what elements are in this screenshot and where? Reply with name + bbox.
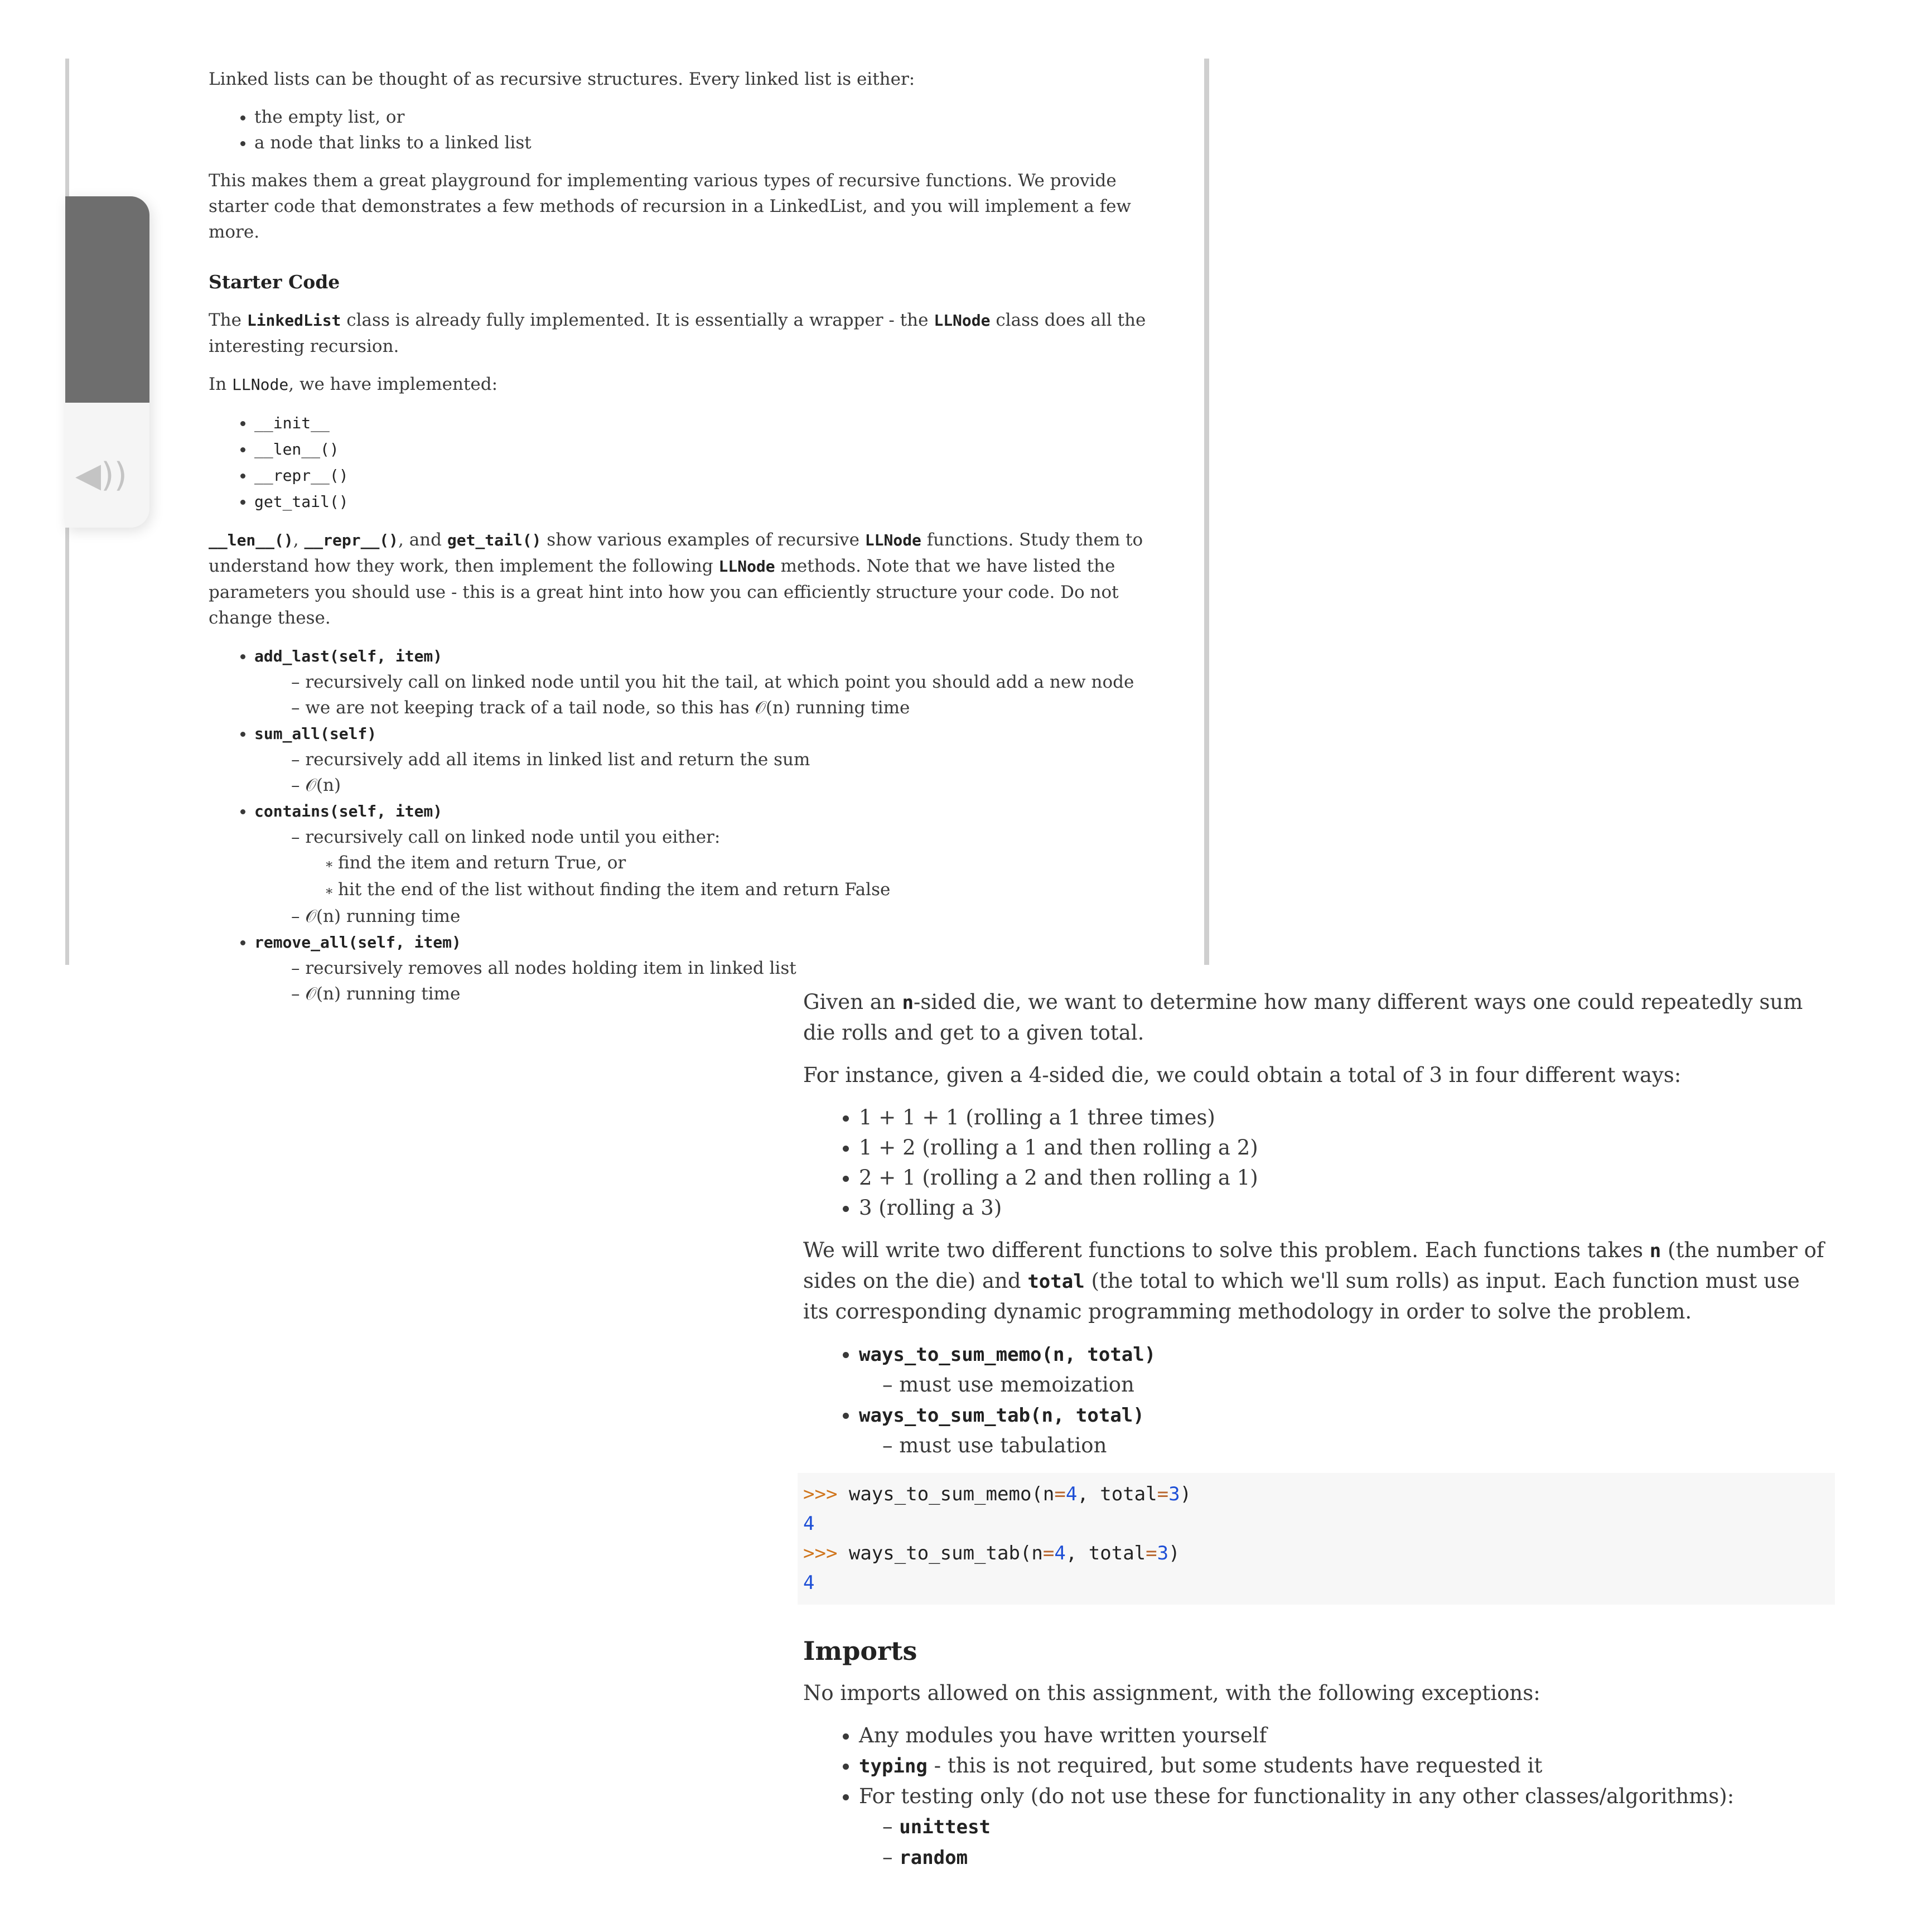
list-item: • __len__() <box>254 436 1151 462</box>
list-item: • 2 + 1 (rolling a 2 and then rolling a 1) <box>859 1163 1829 1193</box>
list-item: • 1 + 1 + 1 (rolling a 1 three times) <box>859 1103 1829 1133</box>
ways-list <box>803 1103 1829 1223</box>
example-paragraph: For instance, given a 4-sided die, we could obtain a total of 3 in four different ways: <box>803 1063 1682 1087</box>
functions-list <box>803 1339 1829 1461</box>
audio-side-widget[interactable] <box>65 196 149 528</box>
list-item: • For testing only (do not use these for functionality in any other classes/algorithms): – unittest – random <box>859 1781 1829 1873</box>
list-item: • sum_all(self) – recursively add all items in linked list and return the sum – 𝒪(n) <box>254 721 1151 798</box>
code-output: 4 <box>803 1572 815 1594</box>
list-item: • 3 (rolling a 3) <box>859 1193 1829 1223</box>
list-item: – we are not keeping track of a tail node, so this has 𝒪(n) running time <box>291 695 1151 721</box>
list-item: • typing - this is not required, but some students have requested it <box>859 1751 1829 1781</box>
intro-list <box>209 104 1151 156</box>
implemented-methods-list <box>209 410 1151 515</box>
playground-paragraph: This makes them a great playground for implementing various types of recursive functions. We provide starter code that demonstrates a few methods of recursion in a LinkedList, and you will implement a few more. <box>209 171 1131 242</box>
functions-paragraph: We will write two different functions to solve this problem. Each functions takes n (the number of sides on the die) and total (the total to which we'll sum rolls) as input. Each function must use its corresponding dynamic programming methodology in order to solve the problem. <box>803 1238 1824 1324</box>
die-intro-paragraph: Given an n-sided die, we want to determine how many different ways one could repeatedly sum die rolls and get to a given total. <box>803 990 1803 1045</box>
speaker-icon[interactable]: ◀)) <box>75 456 127 495</box>
list-item: – must use memoization <box>882 1370 1829 1400</box>
list-item: • ways_to_sum_tab(n, total) – must use tabulation <box>859 1400 1829 1461</box>
imports-list <box>803 1721 1829 1873</box>
list-item: • Any modules you have written yourself <box>859 1721 1829 1751</box>
list-item: ∗ hit the end of the list without finding the item and return False <box>325 877 1151 904</box>
list-item: – random <box>882 1842 1829 1873</box>
list-item: – 𝒪(n) <box>291 772 1151 798</box>
example-code-block[interactable] <box>798 1473 1835 1605</box>
list-item: – 𝒪(n) running time <box>291 904 1151 929</box>
list-item: • ways_to_sum_memo(n, total) – must use memoization <box>859 1339 1829 1400</box>
intro-paragraph: Linked lists can be thought of as recursive structures. Every linked list is either: <box>209 69 915 89</box>
study-paragraph: __len__(), __repr__(), and get_tail() show various examples of recursive LLNode functions. Study them to understand how they work, then implement the following LLNode methods. Note that we have listed the parameters you should use - this is a great hint into how you can efficiently structure your code. Do not change these. <box>209 530 1143 628</box>
list-item: • contains(self, item) – recursively call on linked node until you either: ∗ find the item and return True, or ∗ hit the end of the list without finding the item and return False – 𝒪(n) running time <box>254 798 1151 929</box>
inline-code: LLNode <box>934 311 991 330</box>
list-item: • add_last(self, item) – recursively call on linked node until you hit the tail, at which point you should add a new node – we are not keeping track of a tail node, so this has 𝒪(n) running time <box>254 643 1151 721</box>
imports-heading: Imports <box>803 1636 917 1666</box>
list-item: • the empty list, or <box>254 104 1151 130</box>
list-item: – unittest <box>882 1812 1829 1842</box>
starter-paragraph-2: In LLNode, we have implemented: <box>209 374 498 394</box>
inline-code: LLNode <box>232 375 289 394</box>
list-item: ∗ find the item and return True, or <box>325 850 1151 877</box>
inline-code: LinkedList <box>247 311 341 330</box>
list-item: • a node that links to a linked list <box>254 130 1151 156</box>
widget-dark-area <box>65 196 149 403</box>
list-item: – recursively call on linked node until you hit the tail, at which point you should add a new node <box>291 669 1151 695</box>
list-item: – recursively add all items in linked list and return the sum <box>291 747 1151 772</box>
code-line: >>> ways_to_sum_memo(n=4, total=3) <box>803 1483 1192 1505</box>
list-item: – 𝒪(n) running time <box>291 981 1151 1007</box>
starter-paragraph-1: The LinkedList class is already fully implemented. It is essentially a wrapper - the LLNode class does all the interesting recursion. <box>209 310 1146 356</box>
linked-list-document-panel[interactable] <box>65 59 1209 1004</box>
list-item: – recursively call on linked node until you either: ∗ find the item and return True, or ∗ hit the end of the list without finding the item and return False <box>291 824 1151 904</box>
linked-list-document-content <box>209 66 1151 1019</box>
list-item: • __repr__() <box>254 462 1151 489</box>
dynamic-programming-document <box>803 987 1829 1885</box>
list-item: • 1 + 2 (rolling a 1 and then rolling a 2) <box>859 1133 1829 1163</box>
code-line: >>> ways_to_sum_tab(n=4, total=3) <box>803 1542 1180 1564</box>
code-output: 4 <box>803 1513 815 1535</box>
list-item: – recursively removes all nodes holding item in linked list <box>291 955 1151 981</box>
starter-code-heading: Starter Code <box>209 271 340 293</box>
list-item: – must use tabulation <box>882 1431 1829 1461</box>
methods-to-implement-list <box>209 643 1151 1007</box>
imports-paragraph: No imports allowed on this assignment, with the following exceptions: <box>803 1681 1540 1705</box>
list-item: • get_tail() <box>254 489 1151 515</box>
list-item: • remove_all(self, item) – recursively removes all nodes holding item in linked list – 𝒪(n) running time <box>254 929 1151 1007</box>
list-item: • __init__ <box>254 410 1151 436</box>
